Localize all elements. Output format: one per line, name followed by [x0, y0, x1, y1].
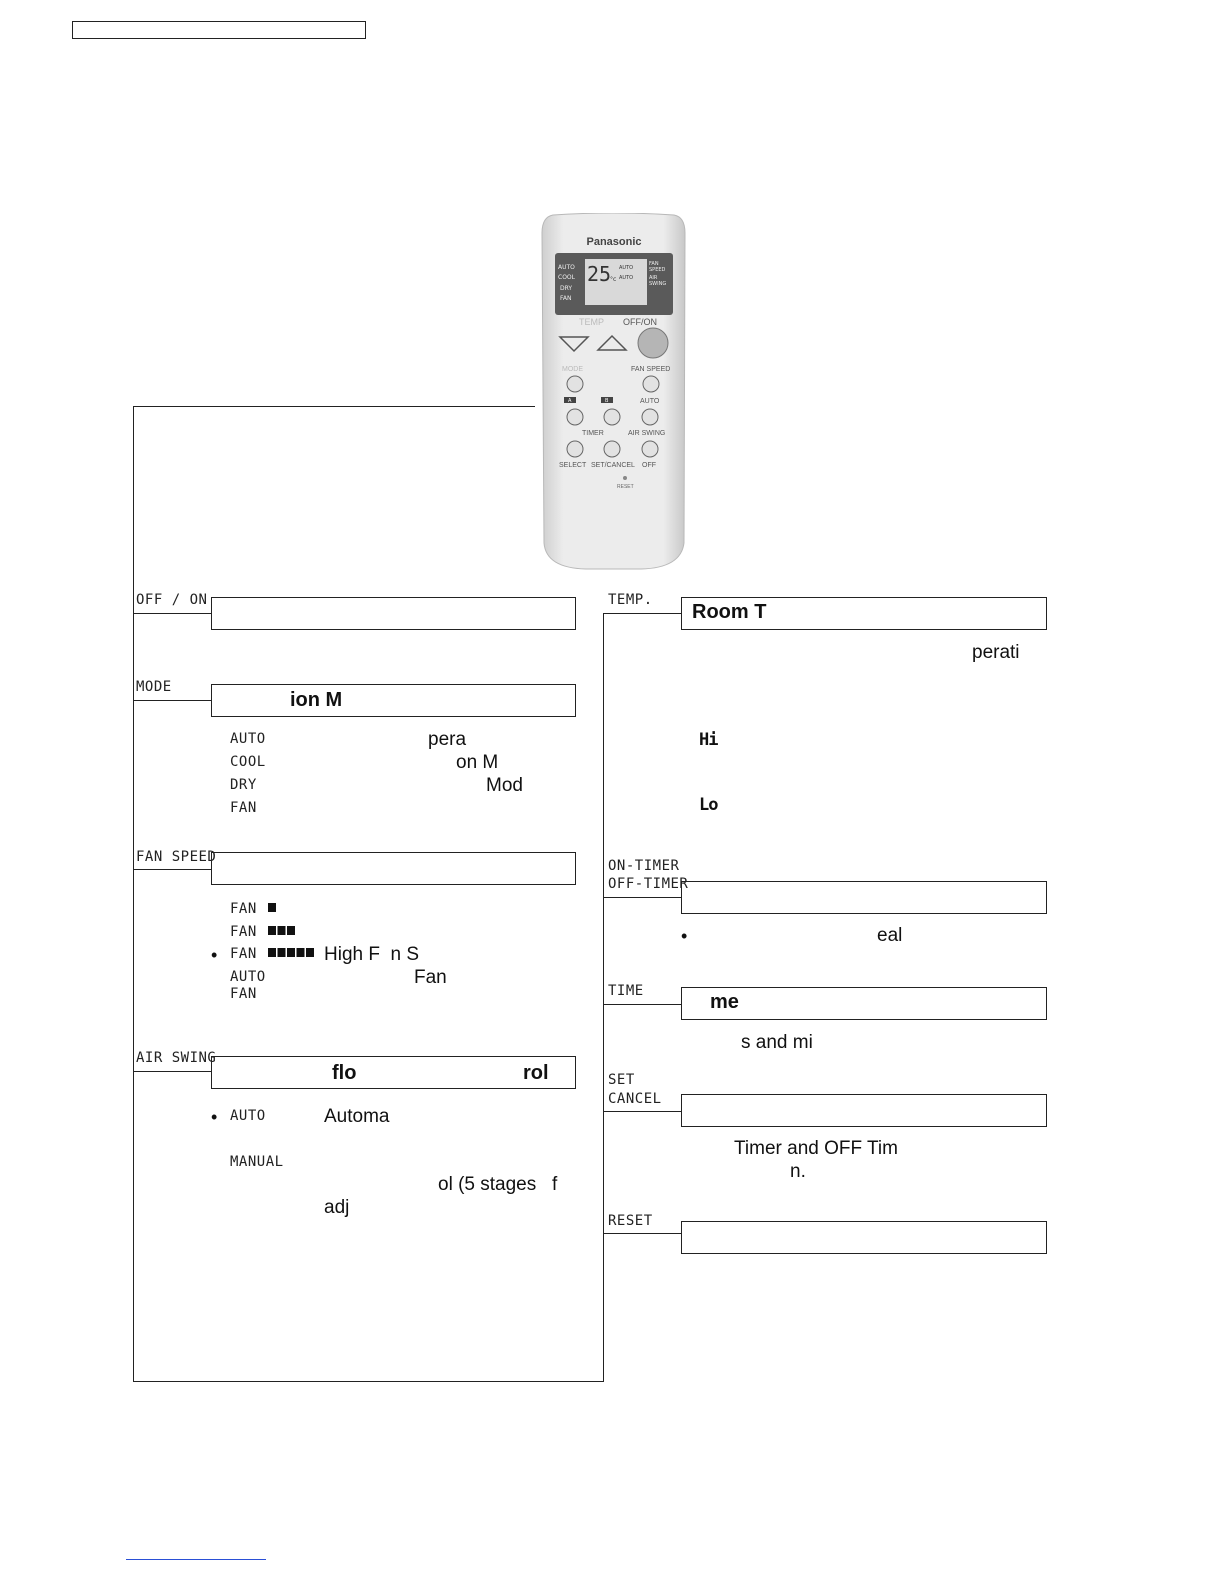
mode-label: MODE [562, 366, 583, 373]
fan-high-text: High F n S [324, 944, 420, 965]
time-title: me [710, 991, 739, 1013]
fan-low-key [230, 902, 276, 916]
remote-control-image [541, 213, 686, 570]
lcd-auto-mid: AUTO [619, 275, 634, 281]
leader-line [603, 1004, 682, 1005]
leader-line [133, 700, 212, 701]
leader-line [133, 1071, 212, 1072]
leader-line [603, 1111, 682, 1112]
frame-line [133, 1381, 604, 1382]
lcd-unit: °c [610, 276, 617, 283]
fan-high-bullet: • [211, 945, 218, 965]
timer-b-label: B [605, 398, 609, 404]
off-label: OFF [642, 462, 656, 469]
timer-a-label: A [568, 398, 572, 404]
fan-bar-icon [268, 903, 276, 912]
mode-section-label: MODE [136, 679, 172, 695]
timer-title-box [681, 881, 1047, 914]
lcd-mode-cool: COOL [558, 274, 575, 281]
lcd-air-label: AIR [649, 275, 658, 281]
offon-label: OFF/ON [623, 317, 657, 327]
air-swing-title-a: flo [332, 1062, 357, 1084]
set-cancel-button[interactable] [604, 441, 620, 457]
fan-speed-button[interactable] [643, 376, 659, 392]
set-cancel-label: SET/CANCEL [591, 462, 635, 469]
lcd-fan-label: FAN [649, 261, 659, 267]
fan-high-key [230, 947, 315, 961]
leader-line [133, 613, 212, 614]
fan-bars-icon [268, 926, 295, 935]
lcd-speed-label: SPEED [649, 267, 666, 273]
offon-title-box [211, 597, 576, 630]
fan-mid-key-text: FAN [230, 924, 257, 940]
temp-section-label: TEMP. [608, 592, 653, 608]
mode-fan-key: FAN [230, 800, 257, 816]
select-button[interactable] [567, 441, 583, 457]
air-swing-section-label: AIR SWING [136, 1050, 217, 1066]
mode-cool-key: COOL [230, 754, 266, 770]
frame-line [603, 614, 604, 1382]
mode-title-box [211, 684, 576, 717]
cancel-label: CANCEL [608, 1091, 662, 1107]
swing-manual-key: MANUAL [230, 1154, 284, 1170]
fan-auto-key: AUTO [230, 969, 266, 985]
leader-line [603, 897, 682, 898]
fan-speed-title-box [211, 852, 576, 885]
frame-line [133, 406, 535, 407]
reset-label: RESET [617, 484, 634, 490]
offon-section-label: OFF / ON [136, 592, 208, 608]
air-swing-label: AIR SWING [628, 430, 666, 437]
lo-indicator: Lo [699, 795, 718, 815]
mode-title: ion M [290, 689, 343, 711]
swing-auto-bullet: • [211, 1107, 218, 1127]
swing-auto-text: Automa [324, 1106, 390, 1127]
fan-high-key-text: FAN [230, 946, 257, 962]
lcd-auto-top: AUTO [619, 265, 634, 271]
mode-auto-key: AUTO [230, 731, 266, 747]
temp-text: perati [972, 642, 1020, 663]
lcd-mode-auto: AUTO [558, 264, 575, 271]
brand-logo: Panasonic [586, 236, 642, 248]
select-label: SELECT [559, 462, 587, 469]
air-swing-title-box [211, 1056, 576, 1089]
timer-b-button[interactable] [604, 409, 620, 425]
off-timer-label: OFF-TIMER [608, 876, 689, 892]
header-box [72, 21, 366, 39]
fan-mid-key [230, 925, 295, 939]
lcd-mode-dry: DRY [560, 285, 573, 292]
fan-low-key-text: FAN [230, 901, 257, 917]
footer-link-underline[interactable] [126, 1559, 266, 1560]
mode-dry-text: Mod [486, 775, 523, 796]
lcd-temperature: 25 [587, 262, 612, 286]
on-timer-label: ON-TIMER [608, 858, 680, 874]
leader-line [133, 869, 212, 870]
reset-title-box [681, 1221, 1047, 1254]
fan-auto-key2: FAN [230, 986, 257, 1002]
swing-auto-key: AUTO [230, 1108, 266, 1124]
lcd-swing-label: SWING [649, 281, 667, 287]
fan-bars-icon [268, 948, 315, 957]
swing-off-button[interactable] [642, 441, 658, 457]
mode-dry-key: DRY [230, 777, 257, 793]
auto-label: AUTO [640, 398, 660, 405]
air-swing-title-b: rol [523, 1062, 549, 1084]
time-section-label: TIME [608, 983, 644, 999]
lcd-mode-fan: FAN [560, 295, 572, 302]
setcancel-text2: n. [790, 1161, 806, 1182]
mode-button[interactable] [567, 376, 583, 392]
leader-line [603, 613, 682, 614]
timer-bullet: • [681, 926, 688, 946]
timer-label: TIMER [582, 430, 604, 437]
set-label: SET [608, 1072, 635, 1088]
mode-cool-text: on M [456, 752, 499, 773]
swing-auto-button[interactable] [642, 409, 658, 425]
reset-section-label: RESET [608, 1213, 653, 1229]
timer-a-button[interactable] [567, 409, 583, 425]
offon-button[interactable] [638, 328, 668, 358]
timer-text: eal [877, 925, 903, 946]
swing-manual-text: ol (5 stages f [438, 1174, 558, 1195]
setcancel-text: Timer and OFF Tim [734, 1138, 898, 1159]
temp-title: Room T [692, 601, 767, 623]
leader-line [603, 1233, 682, 1234]
time-text: s and mi [741, 1032, 813, 1053]
reset-button[interactable] [623, 476, 627, 480]
hi-indicator: Hi [699, 730, 718, 750]
fan-auto-text: Fan [414, 967, 447, 988]
swing-manual-text2: adj [324, 1197, 350, 1218]
mode-auto-text: pera [428, 729, 467, 750]
frame-line [133, 406, 134, 1382]
temp-label: TEMP [579, 317, 605, 327]
setcancel-title-box [681, 1094, 1047, 1127]
fan-speed-label: FAN SPEED [631, 366, 671, 373]
fan-speed-section-label: FAN SPEED [136, 849, 217, 865]
